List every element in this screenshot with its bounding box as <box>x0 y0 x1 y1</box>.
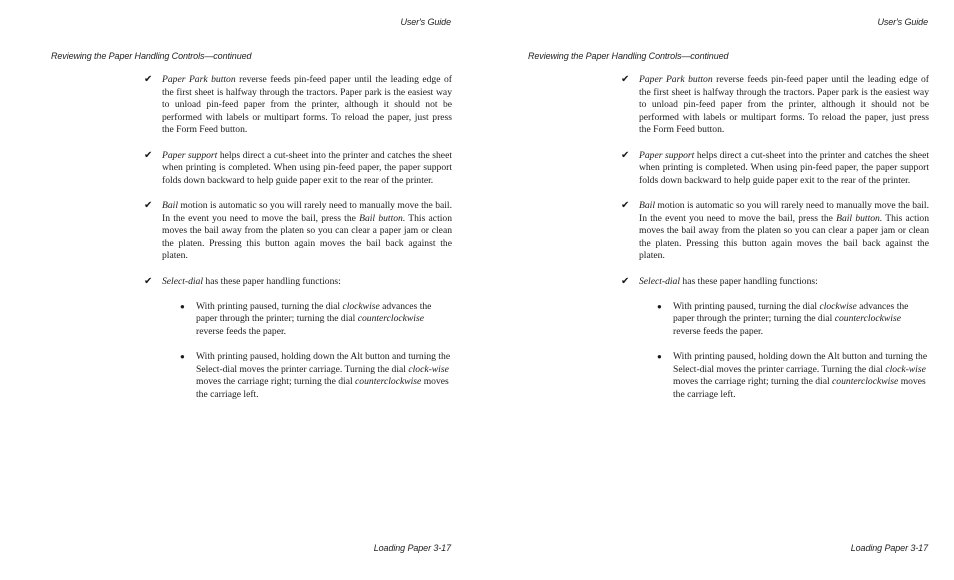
sub-text: moves the carriage left. <box>196 376 449 400</box>
page-content <box>144 74 452 414</box>
bullet-icon: ● <box>180 301 185 311</box>
list-item-select-dial <box>621 276 929 402</box>
list-item-select-dial <box>144 276 452 402</box>
sub-text: With printing paused, holding down the Alt button and turning the Select-dial moves the printer carriage. Turning the dial <box>673 351 928 375</box>
checkmark-icon: ✔ <box>144 275 153 287</box>
sub-text: moves the carriage right; turning the dial <box>196 376 356 388</box>
sub-emphasis: clockwise <box>819 300 857 312</box>
sub-list <box>180 301 452 402</box>
item-term: Paper Park button <box>639 74 713 85</box>
sub-text: With printing paused, holding down the Alt button and turning the Select-dial moves the printer carriage. Turning the dial <box>196 351 451 375</box>
item-term: Paper support <box>639 149 695 161</box>
page-content <box>621 74 929 414</box>
sub-emphasis: counterclockwise <box>355 376 422 388</box>
page-footer: Loading Paper 3-17 <box>850 543 928 553</box>
item-text: helps direct a cut-sheet into the printer and catches the sheet when printing is completed. When using pin-feed paper, the paper support folds down backward to help guide paper exit to the rear of the printer. <box>639 149 929 186</box>
checkmark-icon: ✔ <box>144 74 153 85</box>
item-text: This action moves the bail away from the platen so you can clear a paper jam or clean the platen. Pressing this button again moves the bail back against the platen. <box>639 212 929 262</box>
checkmark-icon: ✔ <box>144 149 153 161</box>
list-item-bail <box>144 200 452 263</box>
section-title: Reviewing the Paper Handling Controls—continued <box>51 51 252 61</box>
sub-list <box>657 301 929 402</box>
sub-list-item <box>657 351 929 401</box>
item-text: helps direct a cut-sheet into the printer and catches the sheet when printing is completed. When using pin-feed paper, the paper support folds down backward to help guide paper exit to the rear of the printer. <box>162 149 452 186</box>
checkmark-icon: ✔ <box>621 74 630 85</box>
sub-emphasis: counterclockwise <box>832 376 899 388</box>
list-item-paper-support <box>621 150 929 188</box>
page-footer: Loading Paper 3-17 <box>373 543 451 553</box>
checkmark-icon: ✔ <box>621 149 630 161</box>
sub-emphasis: clock-wise <box>408 363 449 375</box>
item-text: motion is automatic so you will rarely need to manually move the bail. In the event you need to move the bail, press the <box>639 199 929 224</box>
sub-text: With printing paused, turning the dial <box>673 300 820 312</box>
sub-list-item <box>657 301 929 339</box>
bullet-icon: ● <box>657 301 662 311</box>
checkmark-icon: ✔ <box>144 199 153 211</box>
item-text: has these paper handling functions: <box>203 275 341 287</box>
list-item-paper-support <box>144 150 452 188</box>
item-term: Bail <box>162 199 178 211</box>
item-term: Select-dial <box>162 275 204 287</box>
item-text: reverse feeds pin-feed paper until the leading edge of the first sheet is halfway through the tractors. Paper park is the easiest way to unload pin-feed paper from the printer, although it should not be performed with labels or multipart forms. To reload the paper, just press the Form Feed button. <box>162 74 452 136</box>
sub-text: reverse feeds the paper. <box>673 325 764 337</box>
sub-text: advances the paper through the printer; turning the dial <box>673 300 909 325</box>
item-term: Paper Park button <box>162 74 236 85</box>
sub-list-item <box>180 301 452 339</box>
right-page <box>477 0 954 580</box>
sub-text: reverse feeds the paper. <box>196 325 287 337</box>
page-header: User's Guide <box>400 17 451 27</box>
sub-text: moves the carriage left. <box>673 376 926 400</box>
sub-emphasis: clockwise <box>342 300 380 312</box>
item-text: has these paper handling functions: <box>680 275 818 287</box>
item-text: This action moves the bail away from the platen so you can clear a paper jam or clean the platen. Pressing this button again moves the bail back against the platen. <box>162 212 452 262</box>
sub-emphasis: counterclockwise <box>834 313 901 325</box>
page-header: User's Guide <box>877 17 928 27</box>
checkmark-icon: ✔ <box>621 275 630 287</box>
item-emphasis: Bail button. <box>359 212 406 224</box>
sub-text: advances the paper through the printer; turning the dial <box>196 300 432 325</box>
item-term: Paper support <box>162 149 218 161</box>
list-item-paper-park <box>621 74 929 137</box>
item-term: Select-dial <box>639 275 681 287</box>
bullet-icon: ● <box>180 352 185 362</box>
section-title: Reviewing the Paper Handling Controls—continued <box>528 51 729 61</box>
item-emphasis: Bail button. <box>836 212 883 224</box>
list-item-paper-park <box>144 74 452 137</box>
sub-list-item <box>180 351 452 401</box>
bullet-icon: ● <box>657 352 662 362</box>
sub-text: moves the carriage right; turning the dial <box>673 376 833 388</box>
item-text: motion is automatic so you will rarely need to manually move the bail. In the event you need to move the bail, press the <box>162 199 452 224</box>
sub-text: With printing paused, turning the dial <box>196 300 343 312</box>
list-item-bail <box>621 200 929 263</box>
sub-emphasis: clock-wise <box>885 363 926 375</box>
checkmark-icon: ✔ <box>621 199 630 211</box>
item-text: reverse feeds pin-feed paper until the leading edge of the first sheet is halfway through the tractors. Paper park is the easiest way to unload pin-feed paper from the printer, although it should not be performed with labels or multipart forms. To reload the paper, just press the Form Feed button. <box>639 74 929 136</box>
sub-emphasis: counterclockwise <box>357 313 424 325</box>
item-term: Bail <box>639 199 655 211</box>
